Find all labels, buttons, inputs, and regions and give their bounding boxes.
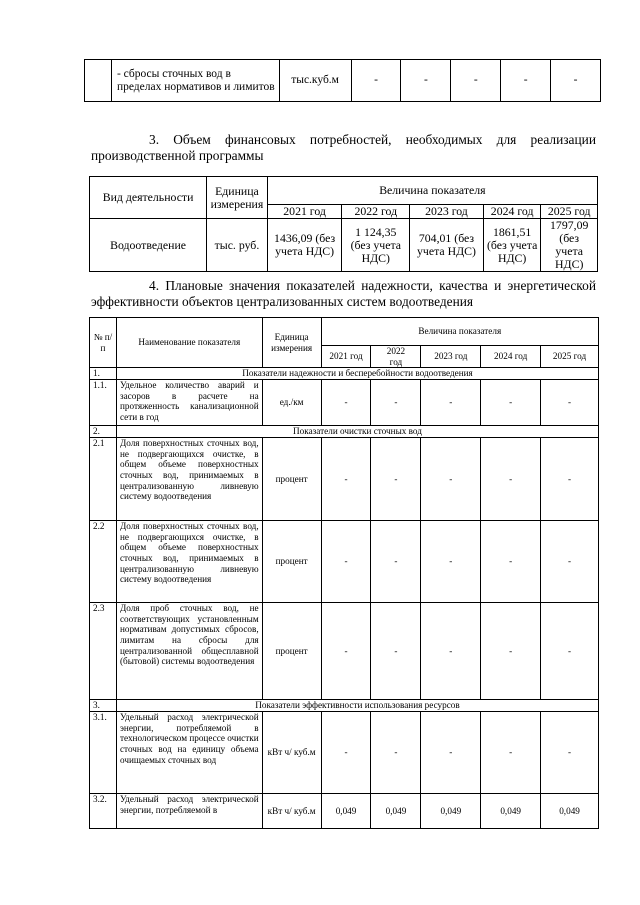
row-unit: кВт ч/ куб.м xyxy=(262,794,321,829)
table-row xyxy=(85,60,601,102)
row-name: Доля поверхностных сточных вод, не подвергающихся очистке, в общем объеме поверхностных сточных вод, принимаемых в централизованную ливневую систему водоотведения xyxy=(116,438,262,521)
row-value: 0,049 xyxy=(321,794,371,829)
row-value: 0,049 xyxy=(371,794,421,829)
col-value-header: Величина показателя xyxy=(267,177,597,205)
table-row xyxy=(90,521,599,603)
col-num-header: № п/п xyxy=(90,318,117,368)
row-value: 1797,09 (без учета НДС) xyxy=(541,219,598,272)
year-header: 2023 год xyxy=(410,205,484,219)
row-value: - xyxy=(321,380,371,426)
group-row xyxy=(90,368,599,380)
row-num: 2.3 xyxy=(90,603,117,700)
row-value: - xyxy=(321,521,371,603)
year-header: 2025 год xyxy=(541,205,598,219)
col-name-header: Наименование показателя xyxy=(116,318,262,368)
row-value: - xyxy=(481,521,541,603)
year-header: 2024 год xyxy=(481,346,541,368)
section3-heading-line1: 3. Объем финансовых потребностей, необходимых для реализации xyxy=(149,132,596,147)
col-unit-header: Единица измерения xyxy=(262,318,321,368)
year-header: 2021 год xyxy=(321,346,371,368)
col-activity-header: Вид деятельности xyxy=(90,177,207,219)
row-value: - xyxy=(371,438,421,521)
row-label: - сбросы сточных вод в пределах нормативов и лимитов xyxy=(111,60,279,102)
row-num: 3.2. xyxy=(90,794,117,829)
section4-heading-line2: эффективности объектов централизованных систем водоотведения xyxy=(91,294,474,309)
row-num: 1.1. xyxy=(90,380,117,426)
indicators-table xyxy=(89,317,599,829)
section3-heading-line2: производственной программы xyxy=(91,148,264,163)
row-value: - xyxy=(371,603,421,700)
row-value: - xyxy=(371,380,421,426)
row-num: 3.1. xyxy=(90,712,117,794)
table-row xyxy=(90,380,599,426)
row-unit: процент xyxy=(262,603,321,700)
row-num: 2.1 xyxy=(90,438,117,521)
group-num: 2. xyxy=(90,426,117,438)
row-value: 0,049 xyxy=(481,794,541,829)
row-name: Удельное количество аварий и засоров в расчете на протяженность канализационной сети в год xyxy=(116,380,262,426)
section4-heading-line1: 4. Плановые значения показателей надежности, качества и энергетической xyxy=(149,278,596,293)
col-unit-header: Единица измерения xyxy=(207,177,268,219)
group-num: 1. xyxy=(90,368,117,380)
row-name: Доля поверхностных сточных вод, не подвергающихся очистке, в общем объеме поверхностных сточных вод, принимаемых в централизованную ливневую систему водоотведения xyxy=(116,521,262,603)
group-title: Показатели надежности и бесперебойности водоотведения xyxy=(116,368,598,380)
group-title: Показатели эффективности использования ресурсов xyxy=(116,700,598,712)
year-header: 2021 год xyxy=(267,205,342,219)
row-value: - xyxy=(541,380,599,426)
row-value: - xyxy=(321,438,371,521)
row-name: Удельный расход электрической энергии, потребляемой в xyxy=(116,794,262,829)
row-value: - xyxy=(541,603,599,700)
group-row xyxy=(90,700,599,712)
row-value: 0,049 xyxy=(541,794,599,829)
row-value: - xyxy=(551,60,601,102)
table-row xyxy=(90,603,599,700)
row-value: - xyxy=(481,712,541,794)
year-header: 2024 год xyxy=(483,205,541,219)
row-value: 1436,09 (без учета НДС) xyxy=(267,219,342,272)
finance-table xyxy=(89,176,598,272)
row-unit: тыс. руб. xyxy=(207,219,268,272)
table-row xyxy=(90,794,599,829)
section3-heading xyxy=(91,132,596,164)
row-value: - xyxy=(541,712,599,794)
table-row xyxy=(90,438,599,521)
row-value: - xyxy=(421,438,481,521)
row-unit: тыс.куб.м xyxy=(279,60,351,102)
row-value: - xyxy=(421,521,481,603)
group-row xyxy=(90,426,599,438)
row-value: - xyxy=(481,380,541,426)
row-value: - xyxy=(351,60,401,102)
row-activity: Водоотведение xyxy=(90,219,207,272)
row-value: - xyxy=(481,603,541,700)
year-header: 2022 год xyxy=(371,346,421,368)
row-value: - xyxy=(401,60,451,102)
row-name: Доля проб сточных вод, не соответствующих установленным нормативам допустимых сбросов, лимитам на сбросы для централизованной общесплавной (бытовой) системы водоотведения xyxy=(116,603,262,700)
row-value: - xyxy=(321,603,371,700)
group-title: Показатели очистки сточных вод xyxy=(116,426,598,438)
table-row xyxy=(90,219,598,272)
row-value: - xyxy=(421,603,481,700)
year-header: 2023 год xyxy=(421,346,481,368)
row-unit: кВт ч/ куб.м xyxy=(262,712,321,794)
row-value: - xyxy=(371,712,421,794)
row-value: - xyxy=(321,712,371,794)
row-value: - xyxy=(421,380,481,426)
row-value: - xyxy=(421,712,481,794)
row-value: 704,01 (без учета НДС) xyxy=(410,219,484,272)
year-header: 2022 год xyxy=(342,205,410,219)
row-name: Удельный расход электрической энергии, потребляемой в технологическом процессе очистки сточных вод на единицу объема очищаемых сточных вод xyxy=(116,712,262,794)
group-num: 3. xyxy=(90,700,117,712)
col-value-header: Величина показателя xyxy=(321,318,598,346)
section4-heading xyxy=(91,278,596,310)
row-value: - xyxy=(541,521,599,603)
row-unit: процент xyxy=(262,438,321,521)
table-header-row xyxy=(90,177,598,205)
row-value: - xyxy=(481,438,541,521)
row-value: - xyxy=(501,60,551,102)
row-value: - xyxy=(371,521,421,603)
row-value: - xyxy=(541,438,599,521)
row-value: 0,049 xyxy=(421,794,481,829)
top-table xyxy=(84,59,601,102)
row-value: 1861,51 (без учета НДС) xyxy=(483,219,541,272)
table-cell-empty xyxy=(85,60,112,102)
table-row xyxy=(90,712,599,794)
row-unit: процент xyxy=(262,521,321,603)
year-header: 2025 год xyxy=(541,346,599,368)
row-value: 1 124,35 (без учета НДС) xyxy=(342,219,410,272)
table-header-row xyxy=(90,318,599,346)
row-num: 2.2 xyxy=(90,521,117,603)
row-value: - xyxy=(451,60,501,102)
row-unit: ед./км xyxy=(262,380,321,426)
